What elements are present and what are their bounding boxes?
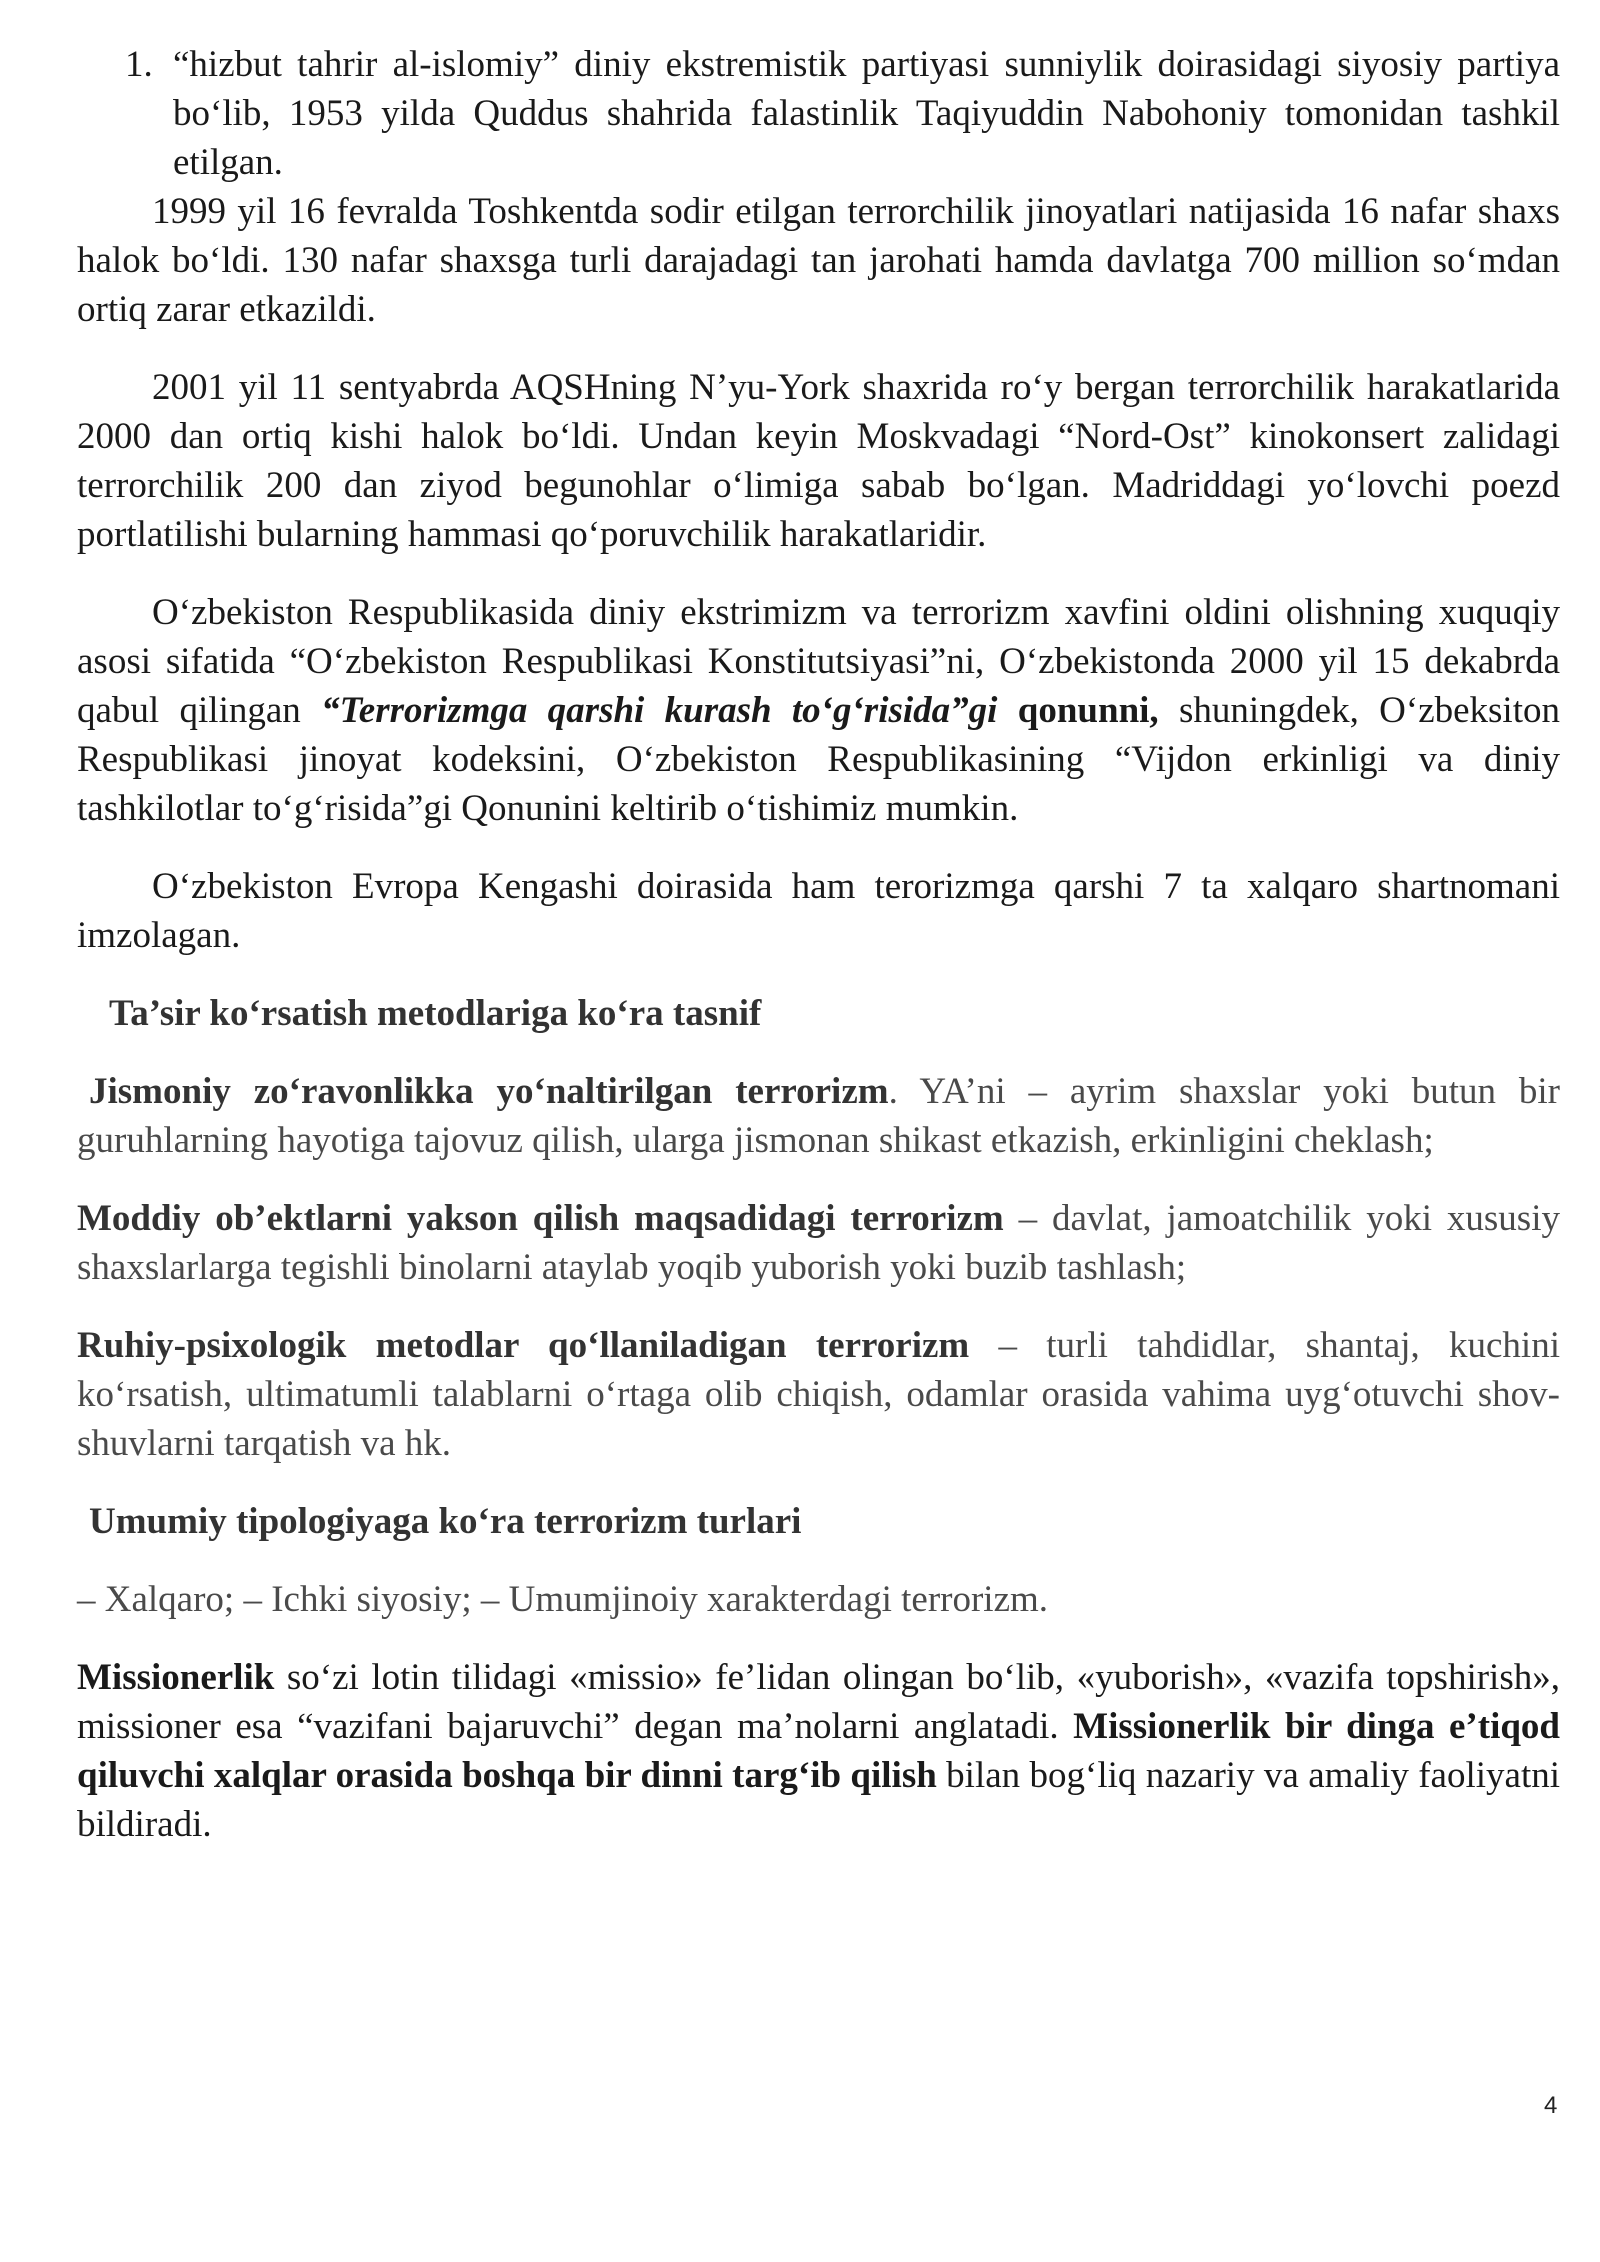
section-heading-typology: Umumiy tipologiyaga ko‘ra terrorizm turlari — [89, 1501, 802, 1542]
type-psychological-desc: – turli tahdidlar, shantaj, kuchini ko‘rsatish, ultimatumli talablarni o‘rtaga olib chiqish, odamlar orasida vahima uyg‘otuvchi shov-shuvlarni tarqatish va hk. — [77, 1325, 1560, 1464]
type-psychological-term: Ruhiy-psixologik metodlar qo‘llaniladigan terrorizm — [77, 1325, 970, 1366]
type-material — [77, 1194, 1560, 1292]
list-number: 1. — [125, 44, 153, 85]
law-title: “Terrorizmga qarshi kurash to‘g‘risida”gi — [321, 690, 998, 731]
missionary-text-2: bilan bog‘liq nazariy va amaliy faoliyatni bildiradi. — [77, 1755, 1561, 1845]
type-physical-term: Jismoniy zo‘ravonlikka yo‘naltirilgan terrorizm — [89, 1071, 889, 1112]
paragraph-missionary — [77, 1653, 1560, 1849]
section-heading-methods: Ta’sir ko‘rsatish metodlariga ko‘ra tasnif — [109, 993, 762, 1034]
numbered-list — [77, 40, 1560, 187]
paragraph-new-york-2001: 2001 yil 11 sentyabrda AQSHning N’yu-York shaxrida ro‘y bergan terrorchilik harakatlarida 2000 dan ortiq kishi halok bo‘ldi. Undan keyin Moskvadagi “Nord-Ost” kinokonsert zalidagi terrorchilik 200 dan ziyod begunohlar o‘limiga sabab bo‘lgan. Madriddagi yo‘lovchi poezd portlatilishi bularning hammasi qo‘poruvchilik harakatlaridir. — [77, 367, 1560, 555]
document-page — [77, 40, 1560, 1849]
typology-list: – Xalqaro; – Ichki siyosiy; – Umumjinoiy xarakterdagi terrorizm. — [77, 1579, 1049, 1620]
paragraph-legal-basis — [77, 588, 1560, 833]
missionary-term: Missionerlik — [77, 1657, 275, 1698]
type-psychological — [77, 1321, 1560, 1468]
list-item — [77, 40, 1560, 187]
legal-basis-text-1: O‘zbekiston Respublikasida diniy ekstrimizm va terrorizm xavfini oldini olishning xuquqiy asosi sifatida “O‘zbekiston Respublikasi Konstitutsiyasi”ni, O‘zbekistonda 2000 yil 15 dekabrda qabul qilingan — [77, 592, 1560, 731]
law-word: qonunni, — [997, 690, 1159, 731]
type-material-term: Moddiy ob’ektlarni yakson qilish maqsadidagi terrorizm — [77, 1198, 1004, 1239]
type-material-desc: – davlat, jamoatchilik yoki xususiy shaxslarlarga tegishli binolarni ataylab yoqib yuborish yoki buzib tashlash; — [77, 1198, 1560, 1288]
missionary-text-1: so‘zi lotin tilidagi «missio» fe’lidan olingan bo‘lib, «yuborish», «vazifa topshirish», missioner esa “vazifani bajaruvchi” degan ma’nolarni anglatadi. — [77, 1657, 1560, 1747]
page-number: 4 — [1544, 2092, 1558, 2119]
missionary-definition: Missionerlik bir dinga e’tiqod qiluvchi xalqlar orasida boshqa bir dinni targ‘ib qilish — [77, 1706, 1561, 1796]
type-physical-desc: . YA’ni – ayrim shaxslar yoki butun bir guruhlarning hayotiga tajovuz qilish, ularga jismonan shikast etkazish, erkinligini cheklash; — [77, 1071, 1560, 1161]
legal-basis-text-2: shuningdek, O‘zbeksiton Respublikasi jinoyat kodeksini, O‘zbekiston Respublikasining “Vijdon erkinligi va diniy tashkilotlar to‘g‘risida”gi Qonunini keltirib o‘tishimiz mumkin. — [77, 690, 1560, 829]
list-item-text: “hizbut tahrir al-islomiy” diniy ekstremistik partiyasi sunniylik doirasidagi siyosiy partiya bo‘lib, 1953 yilda Quddus shahrida falastinlik Taqiyuddin Nabohoniy tomonidan tashkil etilgan. — [173, 44, 1560, 183]
type-physical — [77, 1067, 1560, 1165]
paragraph-toshkent-1999: 1999 yil 16 fevralda Toshkentda sodir etilgan terrorchilik jinoyatlari natijasida 16 nafar shaxs halok bo‘ldi. 130 nafar shaxsga turli darajadagi tan jarohati hamda davlatga 700 million so‘mdan ortiq zarar etkazildi. — [77, 191, 1560, 330]
paragraph-council-of-europe: O‘zbekiston Evropa Kengashi doirasida ham terorizmga qarshi 7 ta xalqaro shartnomani imzolagan. — [77, 866, 1560, 956]
